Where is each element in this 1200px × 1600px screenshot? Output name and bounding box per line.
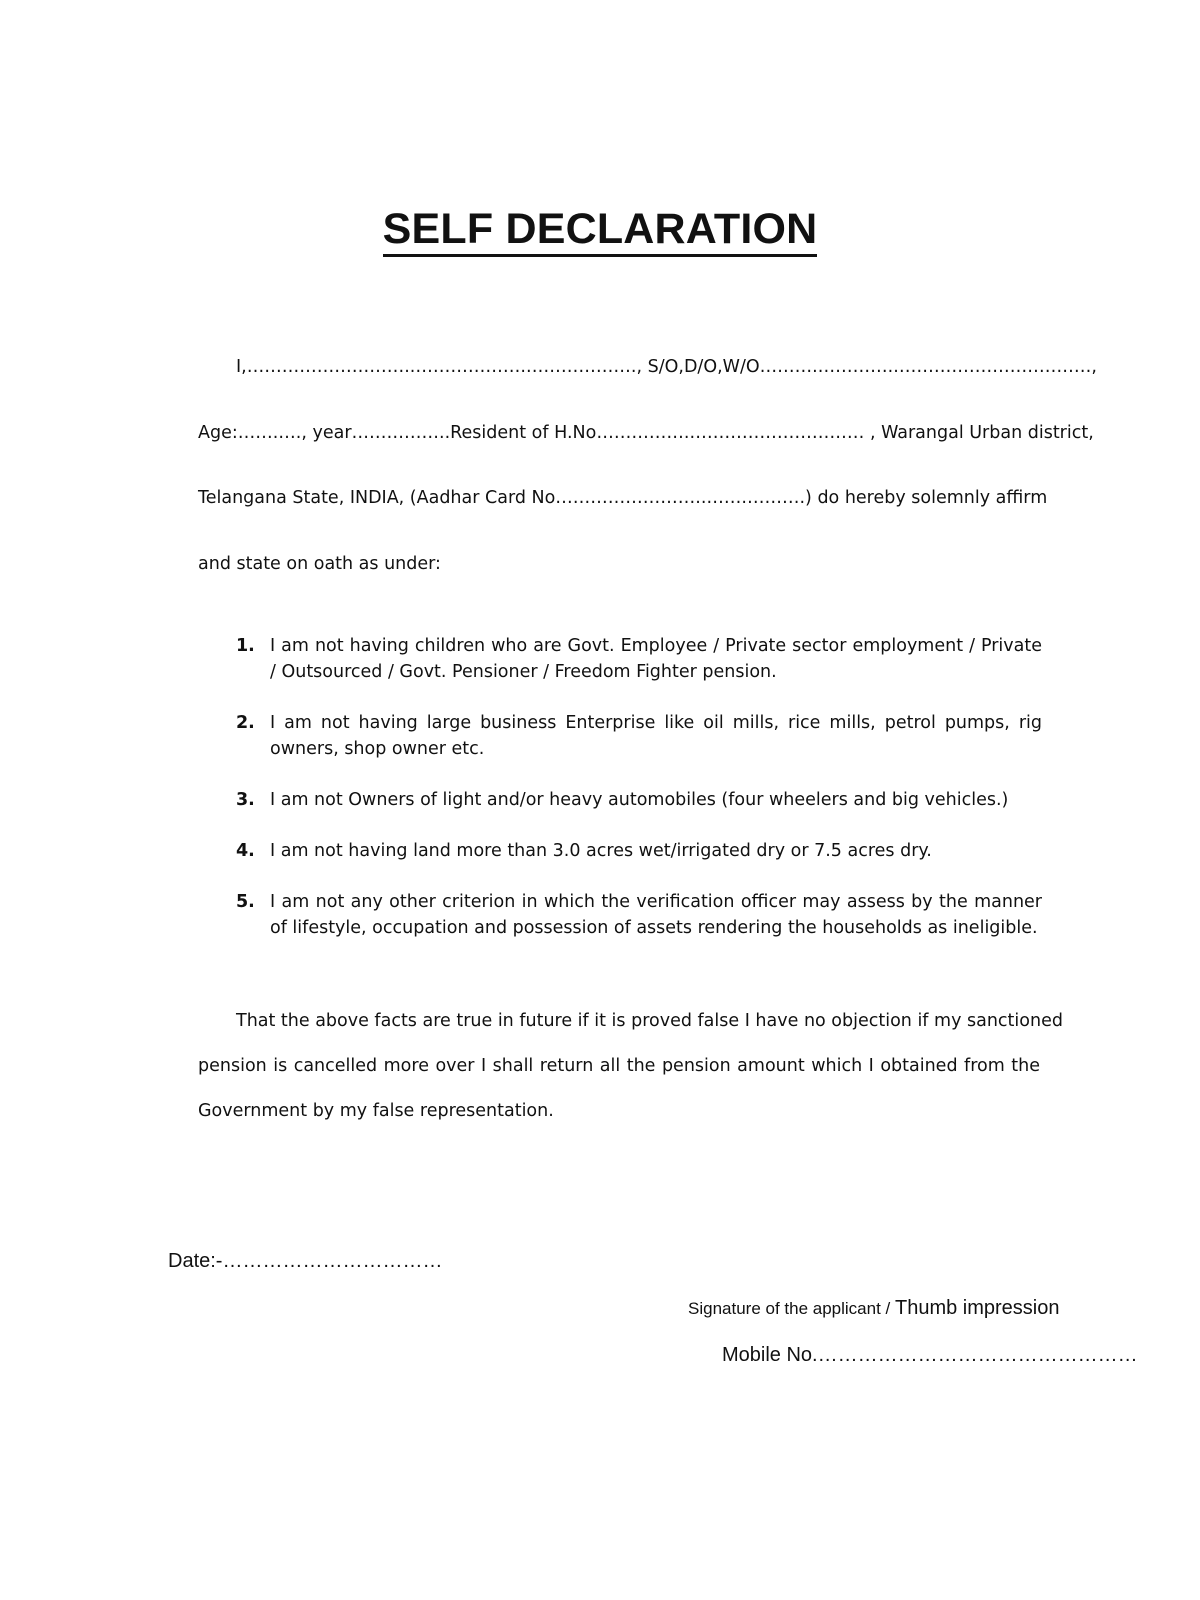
signature-label: Signature of the applicant /	[688, 1299, 895, 1318]
intro-line-aadhar: Telangana State, INDIA, (Aadhar Card No……………………..…….……….) do hereby solemnly affirm	[198, 488, 1048, 508]
declaration-item	[236, 710, 1042, 762]
declaration-item	[236, 838, 1042, 864]
item-text: I am not Owners of light and/or heavy automobiles (four wheelers and big vehicles.)	[270, 790, 1009, 810]
closing-line-2: pension is cancelled more over I shall return all the pension amount which I obtained from the	[198, 1056, 1040, 1076]
mobile-number-field: Mobile No.…………………………………………	[722, 1344, 1138, 1366]
declaration-item	[236, 889, 1042, 941]
declaration-item	[236, 787, 1042, 813]
date-field: Date:-……………………………	[168, 1250, 443, 1272]
item-text: I am not having children who are Govt. Employee / Private sector employment / Private / Outsourced / Govt. Pensioner / Freedom Fighter pension.	[270, 636, 1042, 682]
item-text: I am not having land more than 3.0 acres wet/irrigated dry or 7.5 acres dry.	[270, 841, 932, 861]
item-number: 3.	[236, 790, 255, 810]
item-number: 2.	[236, 713, 255, 733]
thumb-impression-label: Thumb impression	[894, 1297, 1060, 1319]
intro-line-age-address: Age:…….…., year……………..Resident of H.No…………….………………………… , Warangal Urban district,	[198, 423, 1094, 443]
item-text: I am not having large business Enterprise like oil mills, rice mills, petrol pumps, rig owners, shop owner etc.	[270, 713, 1042, 759]
closing-line-3: Government by my false representation.	[198, 1101, 554, 1121]
signature-line	[688, 1297, 1060, 1320]
item-number: 1.	[236, 636, 255, 656]
document-title	[0, 205, 1200, 254]
item-text: I am not any other criterion in which the verification officer may assess by the manner of lifestyle, occupation and possession of assets rendering the households as ineligible.	[270, 892, 1042, 938]
intro-line-name: I,………………………..……………….………………., S/O,D/O,W/O……….…………..……………………………,	[236, 357, 1097, 377]
item-number: 4.	[236, 841, 255, 861]
intro-line-oath: and state on oath as under:	[198, 554, 441, 574]
declaration-item	[236, 633, 1042, 685]
closing-line-1: That the above facts are true in future if it is proved false I have no objection if my sanctioned	[236, 1011, 1063, 1031]
document-title-text: SELF DECLARATION	[383, 205, 818, 257]
item-number: 5.	[236, 892, 255, 912]
